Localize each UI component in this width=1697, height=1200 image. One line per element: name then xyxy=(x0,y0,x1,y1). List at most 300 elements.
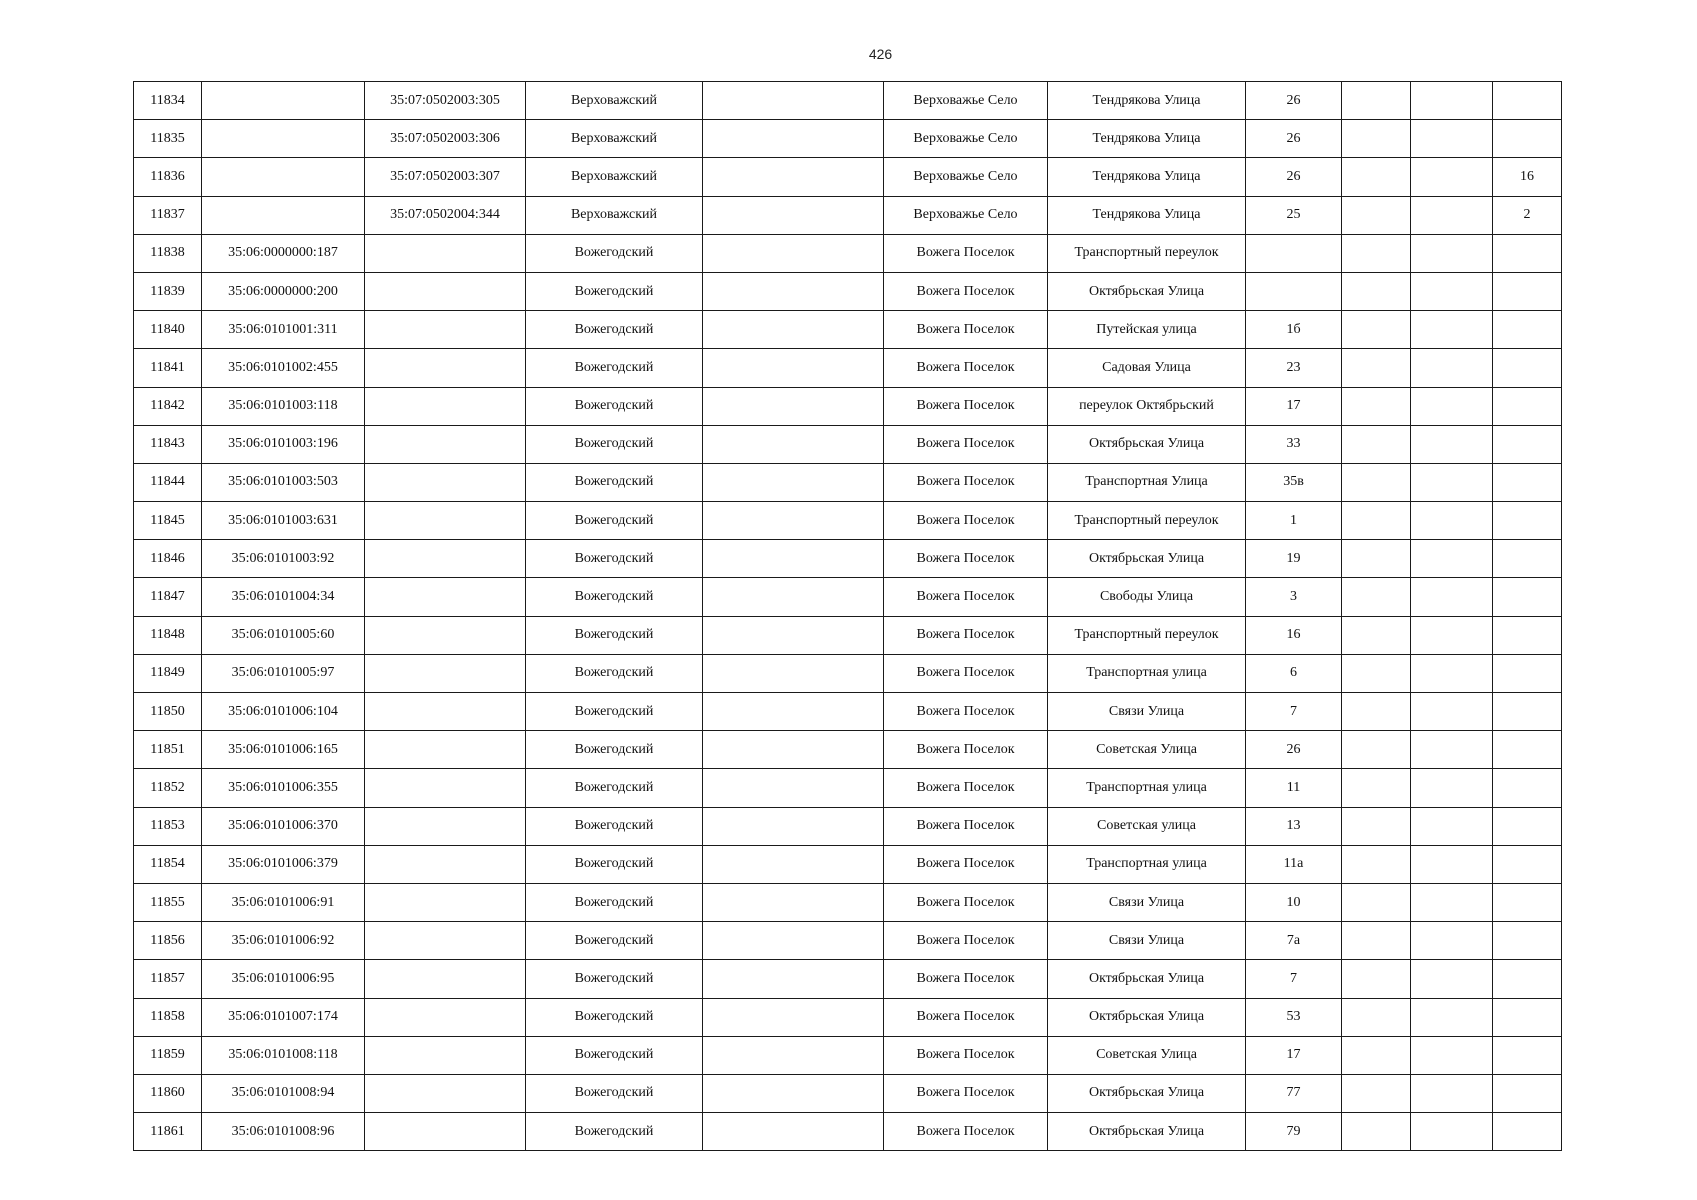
table-row xyxy=(134,349,1562,387)
blank-cell xyxy=(703,1074,884,1112)
table-row xyxy=(134,1113,1562,1151)
table-row xyxy=(134,922,1562,960)
street-cell: Транспортная улица xyxy=(1048,654,1246,692)
extra-cell-1 xyxy=(1342,616,1411,654)
extra-cell-3 xyxy=(1493,922,1562,960)
extra-cell-2 xyxy=(1411,731,1493,769)
cadastral-number-alt-cell xyxy=(365,425,526,463)
extra-cell-3: 16 xyxy=(1493,158,1562,196)
street-cell: Транспортная улица xyxy=(1048,845,1246,883)
table-row xyxy=(134,731,1562,769)
blank-cell xyxy=(703,540,884,578)
cadastral-number-cell: 35:06:0101002:455 xyxy=(202,349,365,387)
blank-cell xyxy=(703,387,884,425)
row-number-cell: 11857 xyxy=(134,960,202,998)
table-row xyxy=(134,998,1562,1036)
blank-cell xyxy=(703,158,884,196)
extra-cell-1 xyxy=(1342,82,1411,120)
house-number-cell: 33 xyxy=(1246,425,1342,463)
district-cell: Верховажский xyxy=(526,82,703,120)
extra-cell-2 xyxy=(1411,234,1493,272)
settlement-cell: Вожега Поселок xyxy=(884,769,1048,807)
settlement-cell: Верховажье Село xyxy=(884,196,1048,234)
blank-cell xyxy=(703,349,884,387)
district-cell: Вожегодский xyxy=(526,731,703,769)
row-number-cell: 11856 xyxy=(134,922,202,960)
extra-cell-3 xyxy=(1493,960,1562,998)
cadastral-number-alt-cell xyxy=(365,387,526,425)
table-row xyxy=(134,196,1562,234)
house-number-cell xyxy=(1246,272,1342,310)
extra-cell-1 xyxy=(1342,463,1411,501)
table-body xyxy=(134,82,1562,1151)
extra-cell-1 xyxy=(1342,845,1411,883)
district-cell: Вожегодский xyxy=(526,883,703,921)
street-cell: Тендрякова Улица xyxy=(1048,158,1246,196)
extra-cell-3 xyxy=(1493,654,1562,692)
district-cell: Вожегодский xyxy=(526,1113,703,1151)
district-cell: Верховажский xyxy=(526,158,703,196)
table-row xyxy=(134,769,1562,807)
district-cell: Вожегодский xyxy=(526,769,703,807)
street-cell: Транспортный переулок xyxy=(1048,616,1246,654)
extra-cell-1 xyxy=(1342,769,1411,807)
blank-cell xyxy=(703,883,884,921)
house-number-cell: 13 xyxy=(1246,807,1342,845)
street-cell: Транспортный переулок xyxy=(1048,502,1246,540)
row-number-cell: 11844 xyxy=(134,463,202,501)
cadastral-number-alt-cell xyxy=(365,311,526,349)
settlement-cell: Вожега Поселок xyxy=(884,425,1048,463)
cadastral-number-cell xyxy=(202,196,365,234)
cadastral-number-alt-cell xyxy=(365,998,526,1036)
district-cell: Вожегодский xyxy=(526,616,703,654)
extra-cell-1 xyxy=(1342,998,1411,1036)
extra-cell-3 xyxy=(1493,998,1562,1036)
cadastral-number-cell: 35:06:0101005:60 xyxy=(202,616,365,654)
table-row xyxy=(134,883,1562,921)
cadastral-number-alt-cell xyxy=(365,1074,526,1112)
extra-cell-3 xyxy=(1493,845,1562,883)
house-number-cell: 1 xyxy=(1246,502,1342,540)
cadastral-number-cell: 35:06:0101001:311 xyxy=(202,311,365,349)
table-row xyxy=(134,693,1562,731)
house-number-cell: 26 xyxy=(1246,82,1342,120)
house-number-cell: 3 xyxy=(1246,578,1342,616)
table-row xyxy=(134,234,1562,272)
extra-cell-3 xyxy=(1493,425,1562,463)
street-cell: переулок Октябрьский xyxy=(1048,387,1246,425)
street-cell: Октябрьская Улица xyxy=(1048,1074,1246,1112)
house-number-cell: 7 xyxy=(1246,960,1342,998)
row-number-cell: 11852 xyxy=(134,769,202,807)
blank-cell xyxy=(703,578,884,616)
row-number-cell: 11854 xyxy=(134,845,202,883)
house-number-cell: 25 xyxy=(1246,196,1342,234)
cadastral-number-alt-cell xyxy=(365,234,526,272)
district-cell: Вожегодский xyxy=(526,654,703,692)
extra-cell-1 xyxy=(1342,693,1411,731)
blank-cell xyxy=(703,425,884,463)
extra-cell-3 xyxy=(1493,769,1562,807)
extra-cell-2 xyxy=(1411,1113,1493,1151)
district-cell: Вожегодский xyxy=(526,425,703,463)
extra-cell-3 xyxy=(1493,731,1562,769)
street-cell: Октябрьская Улица xyxy=(1048,960,1246,998)
street-cell: Транспортный переулок xyxy=(1048,234,1246,272)
cadastral-number-alt-cell xyxy=(365,693,526,731)
extra-cell-1 xyxy=(1342,502,1411,540)
district-cell: Вожегодский xyxy=(526,998,703,1036)
street-cell: Тендрякова Улица xyxy=(1048,196,1246,234)
extra-cell-2 xyxy=(1411,578,1493,616)
table-row xyxy=(134,807,1562,845)
cadastral-number-cell xyxy=(202,120,365,158)
extra-cell-1 xyxy=(1342,807,1411,845)
extra-cell-1 xyxy=(1342,120,1411,158)
row-number-cell: 11855 xyxy=(134,883,202,921)
extra-cell-3 xyxy=(1493,540,1562,578)
row-number-cell: 11847 xyxy=(134,578,202,616)
house-number-cell: 1б xyxy=(1246,311,1342,349)
extra-cell-2 xyxy=(1411,693,1493,731)
cadastral-number-cell: 35:06:0101006:379 xyxy=(202,845,365,883)
house-number-cell: 23 xyxy=(1246,349,1342,387)
settlement-cell: Вожега Поселок xyxy=(884,311,1048,349)
extra-cell-1 xyxy=(1342,311,1411,349)
blank-cell xyxy=(703,769,884,807)
row-number-cell: 11834 xyxy=(134,82,202,120)
extra-cell-3 xyxy=(1493,120,1562,158)
table-row xyxy=(134,272,1562,310)
extra-cell-1 xyxy=(1342,883,1411,921)
settlement-cell: Вожега Поселок xyxy=(884,845,1048,883)
row-number-cell: 11841 xyxy=(134,349,202,387)
table-row xyxy=(134,540,1562,578)
extra-cell-2 xyxy=(1411,349,1493,387)
street-cell: Октябрьская Улица xyxy=(1048,272,1246,310)
extra-cell-1 xyxy=(1342,960,1411,998)
row-number-cell: 11860 xyxy=(134,1074,202,1112)
extra-cell-2 xyxy=(1411,502,1493,540)
extra-cell-2 xyxy=(1411,540,1493,578)
extra-cell-1 xyxy=(1342,540,1411,578)
street-cell: Тендрякова Улица xyxy=(1048,120,1246,158)
settlement-cell: Вожега Поселок xyxy=(884,463,1048,501)
table-row xyxy=(134,158,1562,196)
row-number-cell: 11845 xyxy=(134,502,202,540)
settlement-cell: Вожега Поселок xyxy=(884,387,1048,425)
cadastral-number-alt-cell: 35:07:0502003:306 xyxy=(365,120,526,158)
extra-cell-1 xyxy=(1342,387,1411,425)
street-cell: Связи Улица xyxy=(1048,922,1246,960)
cadastral-number-cell: 35:06:0101003:196 xyxy=(202,425,365,463)
cadastral-number-cell: 35:06:0101006:104 xyxy=(202,693,365,731)
cadastral-number-cell: 35:06:0000000:200 xyxy=(202,272,365,310)
extra-cell-3 xyxy=(1493,82,1562,120)
settlement-cell: Вожега Поселок xyxy=(884,693,1048,731)
extra-cell-3 xyxy=(1493,349,1562,387)
street-cell: Советская улица xyxy=(1048,807,1246,845)
extra-cell-1 xyxy=(1342,922,1411,960)
extra-cell-1 xyxy=(1342,1036,1411,1074)
house-number-cell: 17 xyxy=(1246,1036,1342,1074)
cadastral-number-cell xyxy=(202,158,365,196)
blank-cell xyxy=(703,1113,884,1151)
district-cell: Вожегодский xyxy=(526,463,703,501)
street-cell: Октябрьская Улица xyxy=(1048,540,1246,578)
extra-cell-2 xyxy=(1411,998,1493,1036)
table-row xyxy=(134,845,1562,883)
cadastral-number-alt-cell xyxy=(365,349,526,387)
blank-cell xyxy=(703,922,884,960)
cadastral-number-cell: 35:06:0101003:118 xyxy=(202,387,365,425)
settlement-cell: Вожега Поселок xyxy=(884,1113,1048,1151)
cadastral-number-alt-cell xyxy=(365,578,526,616)
house-number-cell: 7а xyxy=(1246,922,1342,960)
extra-cell-1 xyxy=(1342,654,1411,692)
extra-cell-2 xyxy=(1411,158,1493,196)
blank-cell xyxy=(703,731,884,769)
blank-cell xyxy=(703,807,884,845)
cadastral-number-alt-cell xyxy=(365,960,526,998)
table-row xyxy=(134,82,1562,120)
extra-cell-2 xyxy=(1411,425,1493,463)
district-cell: Вожегодский xyxy=(526,922,703,960)
extra-cell-2 xyxy=(1411,1074,1493,1112)
cadastral-number-cell: 35:06:0000000:187 xyxy=(202,234,365,272)
district-cell: Вожегодский xyxy=(526,387,703,425)
cadastral-number-cell: 35:06:0101006:370 xyxy=(202,807,365,845)
street-cell: Транспортная улица xyxy=(1048,769,1246,807)
cadastral-number-cell: 35:06:0101005:97 xyxy=(202,654,365,692)
district-cell: Верховажский xyxy=(526,120,703,158)
table-row xyxy=(134,616,1562,654)
table-row xyxy=(134,960,1562,998)
extra-cell-3 xyxy=(1493,578,1562,616)
blank-cell xyxy=(703,272,884,310)
extra-cell-2 xyxy=(1411,120,1493,158)
row-number-cell: 11838 xyxy=(134,234,202,272)
row-number-cell: 11859 xyxy=(134,1036,202,1074)
extra-cell-1 xyxy=(1342,234,1411,272)
blank-cell xyxy=(703,998,884,1036)
extra-cell-2 xyxy=(1411,654,1493,692)
extra-cell-1 xyxy=(1342,731,1411,769)
extra-cell-3 xyxy=(1493,1113,1562,1151)
settlement-cell: Вожега Поселок xyxy=(884,272,1048,310)
extra-cell-3 xyxy=(1493,1036,1562,1074)
extra-cell-2 xyxy=(1411,807,1493,845)
extra-cell-2 xyxy=(1411,922,1493,960)
extra-cell-3 xyxy=(1493,234,1562,272)
cadastral-number-alt-cell xyxy=(365,922,526,960)
house-number-cell: 17 xyxy=(1246,387,1342,425)
settlement-cell: Вожега Поселок xyxy=(884,883,1048,921)
district-cell: Вожегодский xyxy=(526,1074,703,1112)
extra-cell-2 xyxy=(1411,463,1493,501)
house-number-cell: 79 xyxy=(1246,1113,1342,1151)
district-cell: Вожегодский xyxy=(526,272,703,310)
cadastral-number-cell: 35:06:0101006:92 xyxy=(202,922,365,960)
cadastral-number-cell: 35:06:0101004:34 xyxy=(202,578,365,616)
cadastral-number-alt-cell xyxy=(365,883,526,921)
district-cell: Вожегодский xyxy=(526,693,703,731)
cadastral-number-cell: 35:06:0101006:165 xyxy=(202,731,365,769)
house-number-cell: 7 xyxy=(1246,693,1342,731)
settlement-cell: Вожега Поселок xyxy=(884,654,1048,692)
extra-cell-2 xyxy=(1411,769,1493,807)
extra-cell-2 xyxy=(1411,1036,1493,1074)
cadastral-number-alt-cell xyxy=(365,1113,526,1151)
house-number-cell: 53 xyxy=(1246,998,1342,1036)
row-number-cell: 11837 xyxy=(134,196,202,234)
blank-cell xyxy=(703,845,884,883)
settlement-cell: Вожега Поселок xyxy=(884,578,1048,616)
blank-cell xyxy=(703,311,884,349)
row-number-cell: 11858 xyxy=(134,998,202,1036)
extra-cell-3 xyxy=(1493,311,1562,349)
row-number-cell: 11850 xyxy=(134,693,202,731)
cadastral-number-alt-cell: 35:07:0502004:344 xyxy=(365,196,526,234)
row-number-cell: 11861 xyxy=(134,1113,202,1151)
street-cell: Связи Улица xyxy=(1048,883,1246,921)
settlement-cell: Вожега Поселок xyxy=(884,349,1048,387)
blank-cell xyxy=(703,196,884,234)
blank-cell xyxy=(703,693,884,731)
settlement-cell: Вожега Поселок xyxy=(884,502,1048,540)
extra-cell-2 xyxy=(1411,311,1493,349)
table-row xyxy=(134,311,1562,349)
cadastral-number-cell: 35:06:0101003:503 xyxy=(202,463,365,501)
blank-cell xyxy=(703,654,884,692)
cadastral-number-cell: 35:06:0101008:96 xyxy=(202,1113,365,1151)
street-cell: Тендрякова Улица xyxy=(1048,82,1246,120)
blank-cell xyxy=(703,120,884,158)
cadastral-number-alt-cell xyxy=(365,654,526,692)
extra-cell-3 xyxy=(1493,883,1562,921)
cadastral-number-cell: 35:06:0101008:118 xyxy=(202,1036,365,1074)
extra-cell-3 xyxy=(1493,1074,1562,1112)
house-number-cell xyxy=(1246,234,1342,272)
district-cell: Вожегодский xyxy=(526,960,703,998)
street-cell: Путейская улица xyxy=(1048,311,1246,349)
house-number-cell: 77 xyxy=(1246,1074,1342,1112)
settlement-cell: Вожега Поселок xyxy=(884,731,1048,769)
blank-cell xyxy=(703,960,884,998)
cadastral-number-cell xyxy=(202,82,365,120)
table-row xyxy=(134,1074,1562,1112)
extra-cell-2 xyxy=(1411,272,1493,310)
street-cell: Транспортная Улица xyxy=(1048,463,1246,501)
blank-cell xyxy=(703,82,884,120)
street-cell: Связи Улица xyxy=(1048,693,1246,731)
blank-cell xyxy=(703,616,884,654)
settlement-cell: Вожега Поселок xyxy=(884,540,1048,578)
street-cell: Советская Улица xyxy=(1048,1036,1246,1074)
street-cell: Октябрьская Улица xyxy=(1048,998,1246,1036)
extra-cell-1 xyxy=(1342,1074,1411,1112)
registry-table xyxy=(133,81,1562,1151)
district-cell: Вожегодский xyxy=(526,807,703,845)
extra-cell-3 xyxy=(1493,502,1562,540)
extra-cell-2 xyxy=(1411,196,1493,234)
district-cell: Вожегодский xyxy=(526,234,703,272)
settlement-cell: Верховажье Село xyxy=(884,82,1048,120)
district-cell: Вожегодский xyxy=(526,311,703,349)
settlement-cell: Верховажье Село xyxy=(884,158,1048,196)
house-number-cell: 16 xyxy=(1246,616,1342,654)
row-number-cell: 11835 xyxy=(134,120,202,158)
district-cell: Вожегодский xyxy=(526,349,703,387)
table-row xyxy=(134,578,1562,616)
page-number: 426 xyxy=(868,46,893,62)
settlement-cell: Верховажье Село xyxy=(884,120,1048,158)
extra-cell-3 xyxy=(1493,807,1562,845)
blank-cell xyxy=(703,234,884,272)
cadastral-number-cell: 35:06:0101008:94 xyxy=(202,1074,365,1112)
house-number-cell: 11 xyxy=(1246,769,1342,807)
extra-cell-2 xyxy=(1411,82,1493,120)
table-row xyxy=(134,654,1562,692)
settlement-cell: Вожега Поселок xyxy=(884,616,1048,654)
cadastral-number-cell: 35:06:0101006:355 xyxy=(202,769,365,807)
cadastral-number-alt-cell xyxy=(365,807,526,845)
district-cell: Вожегодский xyxy=(526,578,703,616)
district-cell: Вожегодский xyxy=(526,540,703,578)
extra-cell-3 xyxy=(1493,616,1562,654)
district-cell: Вожегодский xyxy=(526,502,703,540)
house-number-cell: 19 xyxy=(1246,540,1342,578)
district-cell: Вожегодский xyxy=(526,1036,703,1074)
street-cell: Садовая Улица xyxy=(1048,349,1246,387)
cadastral-number-cell: 35:06:0101006:95 xyxy=(202,960,365,998)
table-row xyxy=(134,387,1562,425)
table-row xyxy=(134,425,1562,463)
cadastral-number-cell: 35:06:0101006:91 xyxy=(202,883,365,921)
extra-cell-3 xyxy=(1493,387,1562,425)
blank-cell xyxy=(703,463,884,501)
house-number-cell: 26 xyxy=(1246,158,1342,196)
street-cell: Свободы Улица xyxy=(1048,578,1246,616)
row-number-cell: 11848 xyxy=(134,616,202,654)
street-cell: Октябрьская Улица xyxy=(1048,425,1246,463)
house-number-cell: 6 xyxy=(1246,654,1342,692)
cadastral-number-alt-cell xyxy=(365,463,526,501)
settlement-cell: Вожега Поселок xyxy=(884,1036,1048,1074)
district-cell: Вожегодский xyxy=(526,845,703,883)
cadastral-number-alt-cell xyxy=(365,616,526,654)
cadastral-number-cell: 35:06:0101003:631 xyxy=(202,502,365,540)
extra-cell-3 xyxy=(1493,272,1562,310)
house-number-cell: 35в xyxy=(1246,463,1342,501)
extra-cell-3: 2 xyxy=(1493,196,1562,234)
extra-cell-2 xyxy=(1411,387,1493,425)
row-number-cell: 11843 xyxy=(134,425,202,463)
extra-cell-3 xyxy=(1493,693,1562,731)
table-row xyxy=(134,120,1562,158)
extra-cell-1 xyxy=(1342,158,1411,196)
extra-cell-2 xyxy=(1411,845,1493,883)
table-row xyxy=(134,502,1562,540)
blank-cell xyxy=(703,502,884,540)
table-row xyxy=(134,463,1562,501)
settlement-cell: Вожега Поселок xyxy=(884,1074,1048,1112)
settlement-cell: Вожега Поселок xyxy=(884,960,1048,998)
cadastral-number-cell: 35:06:0101003:92 xyxy=(202,540,365,578)
street-cell: Октябрьская Улица xyxy=(1048,1113,1246,1151)
settlement-cell: Вожега Поселок xyxy=(884,807,1048,845)
